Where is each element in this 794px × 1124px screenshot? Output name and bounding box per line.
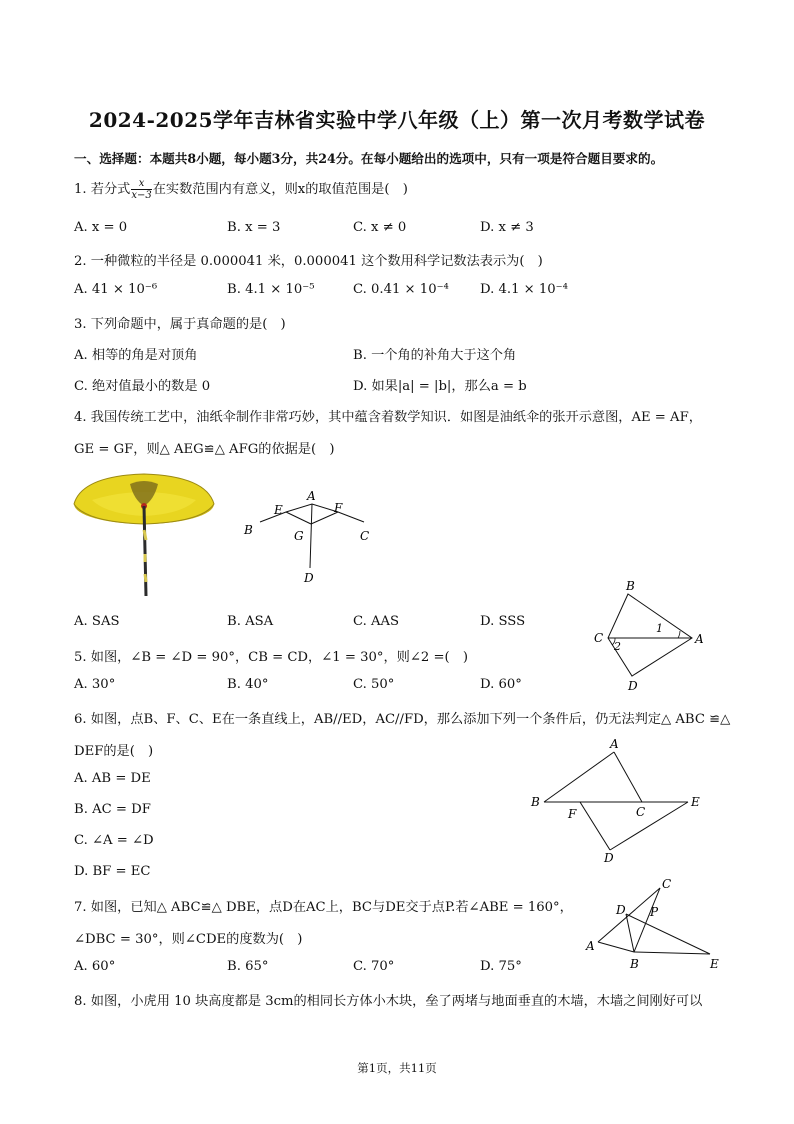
q4-option-b[interactable]: B. ASA	[227, 614, 274, 629]
question-5: 5. 如图，∠B = ∠D = 90°，CB = CD，∠1 = 30°，则∠2 =( )	[74, 650, 468, 665]
q5-label-1: 1	[656, 622, 663, 635]
q5-option-a[interactable]: A. 30°	[74, 677, 116, 692]
q1-prefix: 1. 若分式	[74, 182, 131, 197]
q6-label-d: D	[604, 851, 614, 865]
q7-label-p: P	[650, 905, 659, 919]
q1-option-d[interactable]: D. x ≠ 3	[480, 220, 534, 235]
q5-option-d[interactable]: D. 60°	[480, 677, 522, 692]
q2-option-a[interactable]: A. 41 × 10⁻⁶	[74, 282, 158, 297]
question-8: 8. 如图，小虎用 10 块高度都是 3cm的相同长方体小木块，垒了两堵与地面垂直的木墙，木墙之间刚好可以	[74, 994, 703, 1009]
q7-option-c[interactable]: C. 70°	[353, 959, 395, 974]
q5-label-2: 2	[614, 640, 621, 653]
q7-option-b[interactable]: B. 65°	[227, 959, 269, 974]
q4-diagram	[236, 484, 376, 588]
q1-suffix: 在实数范围内有意义，则x的取值范围是( )	[152, 182, 408, 197]
q7-label-b: B	[630, 957, 639, 971]
q6-label-f: F	[568, 807, 577, 821]
q6-label-b: B	[531, 795, 540, 809]
q5-label-a: A	[695, 632, 704, 646]
q4-label-g: G	[294, 529, 304, 543]
umbrella-photo	[72, 470, 220, 598]
question-2: 2. 一种微粒的半径是 0.000041 米，0.000041 这个数用科学记数法表示为( )	[74, 254, 543, 269]
q3-option-d[interactable]: D. 如果|a| = |b|，那么a = b	[353, 379, 527, 394]
q4-option-d[interactable]: D. SSS	[480, 614, 526, 629]
question-7-line2: ∠DBC = 30°，则∠CDE的度数为( )	[74, 932, 303, 947]
question-6-line2: DEF的是( )	[74, 744, 154, 759]
q7-label-a: A	[586, 939, 595, 953]
q4-label-a: A	[307, 489, 316, 503]
q7-label-d: D	[616, 903, 626, 917]
question-1	[74, 178, 408, 201]
page-footer: 第1页，共11页	[357, 1061, 437, 1075]
q4-label-f: F	[334, 501, 343, 515]
q2-option-c[interactable]: C. 0.41 × 10⁻⁴	[353, 282, 449, 297]
q7-option-a[interactable]: A. 60°	[74, 959, 116, 974]
q5-label-c: C	[594, 631, 604, 645]
q4-label-d: D	[304, 571, 314, 585]
q7-diagram	[584, 878, 726, 974]
question-4-line1: 4. 我国传统工艺中，油纸伞制作非常巧妙，其中蕴含着数学知识．如图是油纸伞的张开示意图，AE = AF，	[74, 410, 702, 425]
q6-label-c: C	[636, 805, 646, 819]
q5-diagram	[588, 578, 718, 696]
q2-option-d[interactable]: D. 4.1 × 10⁻⁴	[480, 282, 568, 297]
q6-label-e: E	[691, 795, 700, 809]
q7-label-e: E	[710, 957, 719, 971]
q7-label-c: C	[662, 878, 672, 891]
q3-option-b[interactable]: B. 一个角的补角大于这个角	[353, 348, 517, 363]
page-title: 2024-2025学年吉林省实验中学八年级（上）第一次月考数学试卷	[88, 108, 706, 132]
q6-option-d[interactable]: D. BF = EC	[74, 864, 151, 879]
question-3: 3. 下列命题中，属于真命题的是( )	[74, 317, 286, 332]
q6-option-a[interactable]: A. AB = DE	[74, 771, 151, 786]
q1-option-b[interactable]: B. x = 3	[227, 220, 281, 235]
q5-option-b[interactable]: B. 40°	[227, 677, 269, 692]
q5-label-b: B	[626, 579, 635, 593]
q4-option-a[interactable]: A. SAS	[74, 614, 120, 629]
q4-option-c[interactable]: C. AAS	[353, 614, 400, 629]
q7-option-d[interactable]: D. 75°	[480, 959, 522, 974]
q3-option-c[interactable]: C. 绝对值最小的数是 0	[74, 379, 211, 394]
q6-option-c[interactable]: C. ∠A = ∠D	[74, 833, 154, 848]
q2-option-b[interactable]: B. 4.1 × 10⁻⁵	[227, 282, 315, 297]
question-7-line1: 7. 如图，已知△ ABC≌△ DBE，点D在AC上，BC与DE交于点P.若∠ABE = 160°，	[74, 900, 573, 915]
q4-label-c: C	[360, 529, 370, 543]
q6-label-a: A	[610, 737, 619, 751]
q4-label-b: B	[244, 523, 253, 537]
q6-option-b[interactable]: B. AC = DF	[74, 802, 151, 817]
q5-label-d: D	[628, 679, 638, 693]
q4-label-e: E	[274, 503, 283, 517]
q3-option-a[interactable]: A. 相等的角是对顶角	[74, 348, 198, 363]
q5-option-c[interactable]: C. 50°	[353, 677, 395, 692]
question-6-line1: 6. 如图，点B、F、C、E在一条直线上，AB//ED，AC//FD，那么添加下列一个条件后，仍无法判定△ ABC ≌△	[74, 712, 731, 727]
q1-option-c[interactable]: C. x ≠ 0	[353, 220, 407, 235]
section-heading: 一、选择题：本题共8小题，每小题3分，共24分。在每小题给出的选项中，只有一项是符合题目要求的。	[74, 151, 664, 166]
q1-fraction: $\frac{x}{x-3}$	[131, 178, 152, 201]
q6-diagram	[528, 736, 708, 866]
question-4-line2: GE = GF，则△ AEG≌△ AFG的依据是( )	[74, 442, 335, 457]
q1-option-a[interactable]: A. x = 0	[74, 220, 128, 235]
